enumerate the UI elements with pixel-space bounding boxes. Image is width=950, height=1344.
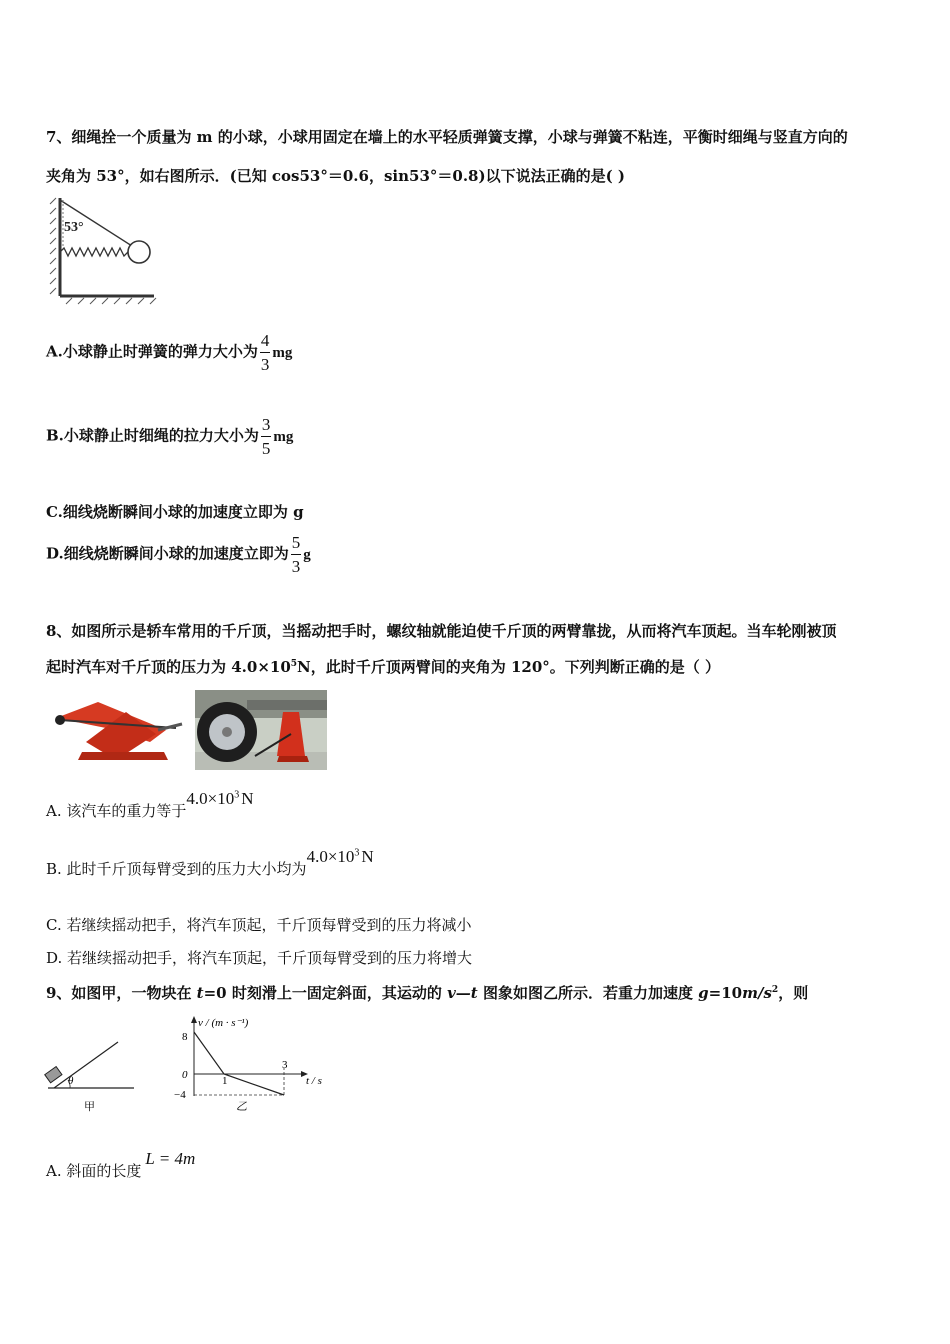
q7-stem-line1: 7、细绳拴一个质量为 m 的小球，小球用固定在墙上的水平轻质弹簧支撑，小球与弹簧不粘连，平衡时细绳与竖直方向的	[46, 128, 848, 146]
q9-option-a-text: A. 斜面的长度	[46, 1162, 142, 1180]
q7-option-a-text: A.小球静止时弹簧的弹力大小为	[46, 342, 258, 361]
q7-option-a-fraction: $\frac{4}{3}$	[260, 331, 270, 374]
q8-option-a-text: A. 该汽车的重力等于	[46, 802, 187, 820]
q8-option-a[interactable]	[46, 789, 254, 821]
q8-option-b[interactable]	[46, 847, 374, 879]
q9-vt-series-line	[194, 1032, 284, 1095]
q8-option-a-math: $4.0\times 10^3$ N	[186, 789, 254, 808]
q9-fig-yi-caption: 乙	[236, 1101, 247, 1113]
q9-vt-y-axis-label: v / (m · s⁻¹)	[198, 1017, 249, 1029]
q9-option-a[interactable]	[46, 1149, 196, 1181]
q9-option-a-math: L = 4m	[145, 1149, 196, 1168]
q7-angle-label: 53°	[64, 220, 84, 235]
q9-vt-tick-8: 8	[182, 1031, 188, 1043]
q8-option-c[interactable]: C. 若继续摇动把手，将汽车顶起，千斤顶每臂受到的压力将减小	[46, 916, 472, 934]
q8-car-jack-photo	[195, 690, 327, 770]
q7-option-d[interactable]	[46, 534, 311, 575]
q8-stem-line2: 起时汽车对千斤顶的压力为 $4.0\times 10^5N$，此时千斤顶两臂间的夹角为 120°。下列判断正确的是（ ）	[46, 658, 721, 676]
q7-option-d-fraction: $\frac{5}{3}$	[291, 533, 301, 576]
q9-stem: 9、如图甲，一物块在 t=0 时刻滑上一固定斜面，其运动的 v—t 图象如图乙所示．若重力加速度 $g=10m/s^2$，则	[46, 984, 809, 1002]
q7-spring-ball-figure	[44, 196, 159, 308]
q7-option-b-unit: mg	[273, 428, 294, 445]
q7-option-b-text: B.小球静止时细绳的拉力大小为	[46, 426, 259, 445]
q8-stem-line1: 8、如图所示是轿车常用的千斤顶，当摇动把手时，螺纹轴就能迫使千斤顶的两臂靠拢，从而将汽车顶起。当车轮刚被顶	[46, 622, 837, 640]
q9-vt-x-axis-label: t / s	[306, 1075, 322, 1087]
q7-option-b-fraction: $\frac{3}{5}$	[261, 415, 271, 458]
q7-stem-line2: 夹角为 53°，如右图所示．(已知 cos53°＝0.6，sin53°＝0.8)以下说法正确的是( )	[46, 167, 626, 185]
q9-vt-tick-3: 3	[282, 1059, 288, 1071]
q9-theta-label: θ	[68, 1075, 74, 1087]
q8-option-d[interactable]: D. 若继续摇动把手，将汽车顶起，千斤顶每臂受到的压力将增大	[46, 949, 473, 967]
q7-option-a-unit: mg	[272, 344, 293, 361]
q7-option-b[interactable]	[46, 416, 293, 457]
q8-option-b-text: B. 此时千斤顶每臂受到的压力大小均为	[46, 860, 307, 878]
q7-option-c[interactable]: C.细线烧断瞬间小球的加速度立即为 g	[46, 503, 304, 521]
q9-vt-tick-1: 1	[222, 1075, 228, 1087]
q7-option-d-text: D.细线烧断瞬间小球的加速度立即为	[46, 544, 289, 563]
q7-option-d-unit: g	[303, 546, 311, 563]
q9-vt-tick-neg4: −4	[174, 1089, 186, 1101]
q9-fig-jia-caption: 甲	[84, 1101, 95, 1113]
q8-option-b-math: $4.0\times 10^3$ N	[306, 847, 374, 866]
q7-option-a[interactable]	[46, 332, 292, 373]
q9-vt-origin-label: 0	[182, 1069, 188, 1081]
q9-incline-figure	[44, 1036, 139, 1116]
q8-jack-photo	[46, 690, 186, 768]
q9-vt-chart	[168, 1012, 338, 1114]
